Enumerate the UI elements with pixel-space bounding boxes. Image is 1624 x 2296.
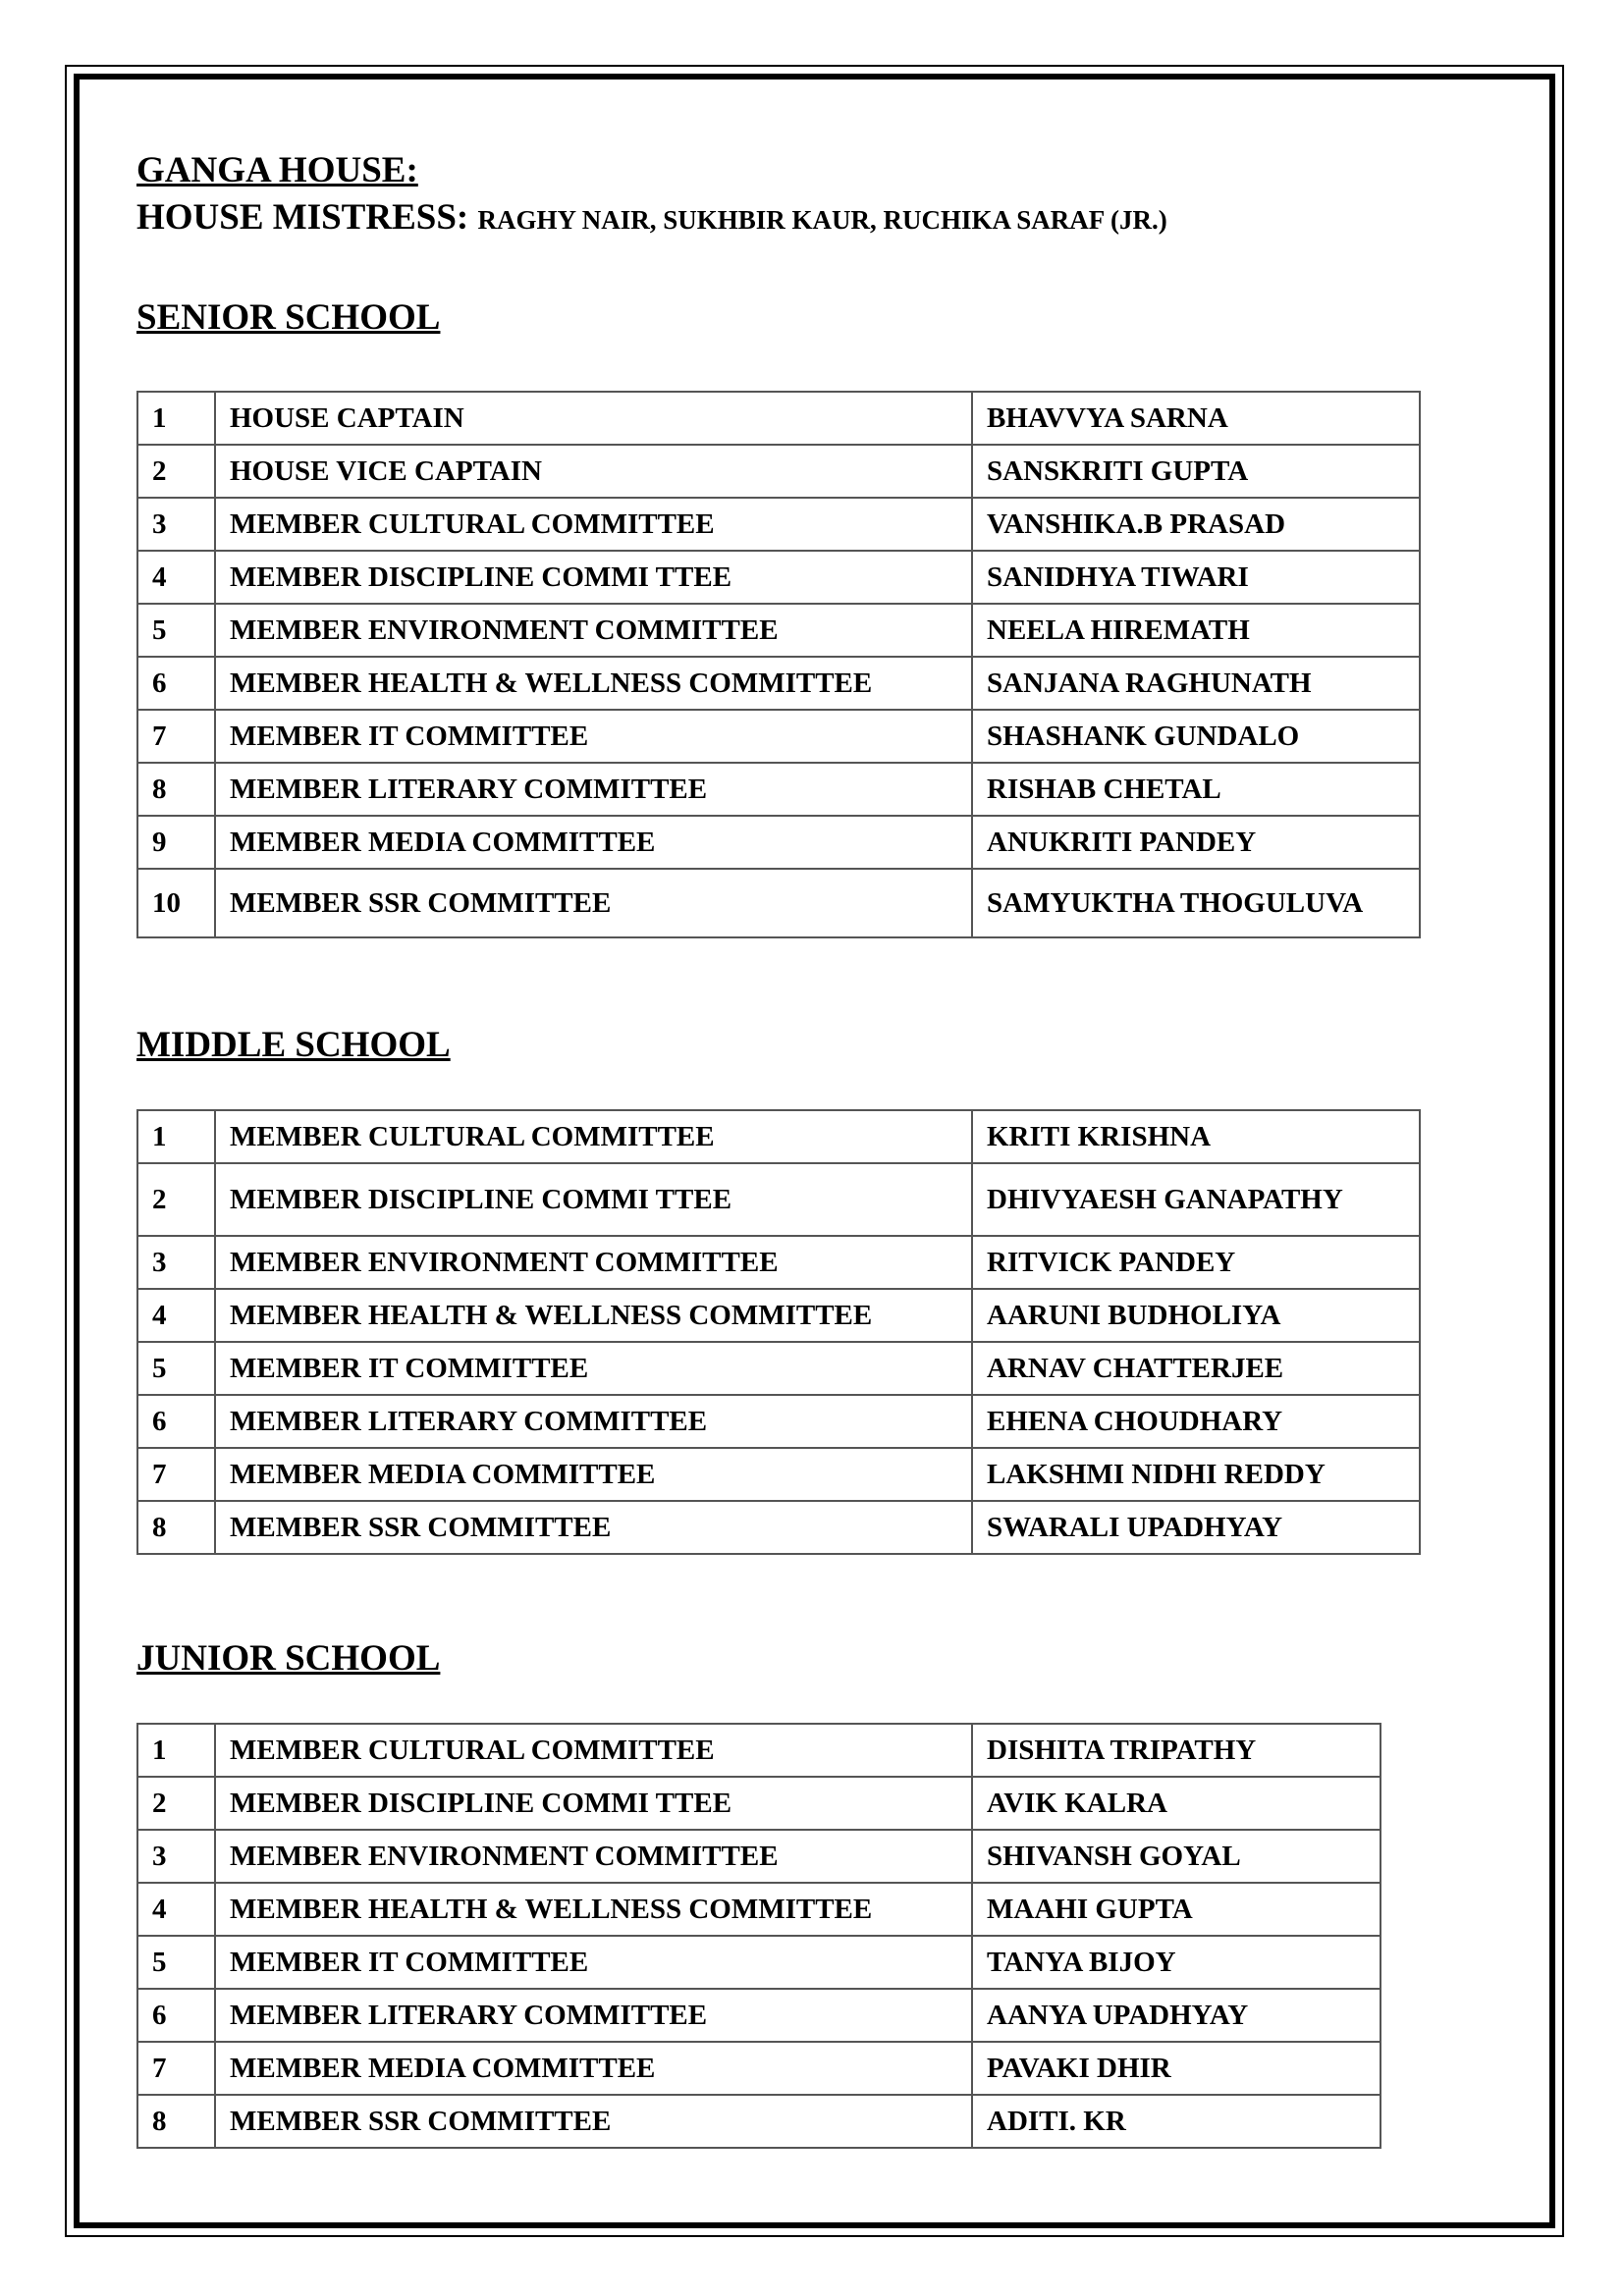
row-number: 5 <box>137 1342 215 1395</box>
row-member-name: VANSHIKA.B PRASAD <box>972 498 1420 551</box>
row-role: MEMBER LITERARY COMMITTEE <box>215 763 972 816</box>
table-row <box>137 2095 1380 2148</box>
row-member-name: MAAHI GUPTA <box>972 1883 1380 1936</box>
senior-school-table <box>136 391 1421 938</box>
junior-school-title: JUNIOR SCHOOL <box>136 1638 441 1679</box>
row-number: 6 <box>137 1989 215 2042</box>
row-role: MEMBER DISCIPLINE COMMI TTEE <box>215 1777 972 1830</box>
row-member-name: BHAVVYA SARNA <box>972 392 1420 445</box>
table-row <box>137 1163 1420 1236</box>
row-role: MEMBER SSR COMMITTEE <box>215 1501 972 1554</box>
row-number: 3 <box>137 1236 215 1289</box>
row-member-name: SANJANA RAGHUNATH <box>972 657 1420 710</box>
row-number: 8 <box>137 763 215 816</box>
table-row <box>137 1342 1420 1395</box>
house-mistress-label: HOUSE MISTRESS: <box>136 197 469 238</box>
table-row <box>137 869 1420 937</box>
table-row <box>137 1989 1380 2042</box>
row-member-name: AVIK KALRA <box>972 1777 1380 1830</box>
row-member-name: SANIDHYA TIWARI <box>972 551 1420 604</box>
middle-school-table <box>136 1109 1421 1555</box>
row-number: 8 <box>137 2095 215 2148</box>
row-role: MEMBER MEDIA COMMITTEE <box>215 1448 972 1501</box>
row-member-name: SHASHANK GUNDALO <box>972 710 1420 763</box>
row-number: 7 <box>137 710 215 763</box>
row-member-name: SHIVANSH GOYAL <box>972 1830 1380 1883</box>
row-member-name: EHENA CHOUDHARY <box>972 1395 1420 1448</box>
row-member-name: DHIVYAESH GANAPATHY <box>972 1163 1420 1236</box>
house-mistress-names: RAGHY NAIR, SUKHBIR KAUR, RUCHIKA SARAF (JR.) <box>477 205 1167 235</box>
row-number: 6 <box>137 1395 215 1448</box>
table-row <box>137 710 1420 763</box>
row-role: MEMBER CULTURAL COMMITTEE <box>215 1110 972 1163</box>
row-role: MEMBER DISCIPLINE COMMI TTEE <box>215 551 972 604</box>
house-mistress-line <box>136 194 1433 243</box>
row-member-name: TANYA BIJOY <box>972 1936 1380 1989</box>
document-body <box>136 147 1433 2137</box>
row-member-name: NEELA HIREMATH <box>972 604 1420 657</box>
row-role: MEMBER IT COMMITTEE <box>215 1342 972 1395</box>
row-role: HOUSE VICE CAPTAIN <box>215 445 972 498</box>
row-member-name: SANSKRITI GUPTA <box>972 445 1420 498</box>
row-number: 7 <box>137 2042 215 2095</box>
row-role: MEMBER SSR COMMITTEE <box>215 2095 972 2148</box>
row-member-name: RISHAB CHETAL <box>972 763 1420 816</box>
row-member-name: LAKSHMI NIDHI REDDY <box>972 1448 1420 1501</box>
table-row <box>137 1883 1380 1936</box>
row-role: MEMBER CULTURAL COMMITTEE <box>215 1724 972 1777</box>
row-number: 1 <box>137 1724 215 1777</box>
row-number: 5 <box>137 1936 215 1989</box>
row-number: 8 <box>137 1501 215 1554</box>
row-number: 2 <box>137 1777 215 1830</box>
table-row <box>137 1448 1420 1501</box>
table-row <box>137 1777 1380 1830</box>
row-role: MEMBER IT COMMITTEE <box>215 1936 972 1989</box>
row-role: MEMBER DISCIPLINE COMMI TTEE <box>215 1163 972 1236</box>
table-row <box>137 1501 1420 1554</box>
row-number: 2 <box>137 1163 215 1236</box>
row-number: 4 <box>137 1289 215 1342</box>
table-row <box>137 2042 1380 2095</box>
table-row <box>137 1936 1380 1989</box>
table-row <box>137 392 1420 445</box>
row-member-name: ARNAV CHATTERJEE <box>972 1342 1420 1395</box>
table-row <box>137 1395 1420 1448</box>
row-role: MEMBER MEDIA COMMITTEE <box>215 2042 972 2095</box>
table-row <box>137 551 1420 604</box>
row-number: 10 <box>137 869 215 937</box>
row-number: 7 <box>137 1448 215 1501</box>
row-member-name: ANUKRITI PANDEY <box>972 816 1420 869</box>
row-member-name: KRITI KRISHNA <box>972 1110 1420 1163</box>
row-role: MEMBER LITERARY COMMITTEE <box>215 1989 972 2042</box>
row-role: MEMBER ENVIRONMENT COMMITTEE <box>215 604 972 657</box>
row-role: MEMBER ENVIRONMENT COMMITTEE <box>215 1830 972 1883</box>
row-member-name: DISHITA TRIPATHY <box>972 1724 1380 1777</box>
row-role: MEMBER MEDIA COMMITTEE <box>215 816 972 869</box>
table-row <box>137 498 1420 551</box>
junior-school-table <box>136 1723 1381 2149</box>
table-row <box>137 1724 1380 1777</box>
table-row <box>137 445 1420 498</box>
row-number: 1 <box>137 392 215 445</box>
row-member-name: AANYA UPADHYAY <box>972 1989 1380 2042</box>
row-role: MEMBER IT COMMITTEE <box>215 710 972 763</box>
house-title: GANGA HOUSE: <box>136 150 418 190</box>
row-member-name: SWARALI UPADHYAY <box>972 1501 1420 1554</box>
row-member-name: ADITI. KR <box>972 2095 1380 2148</box>
table-row <box>137 763 1420 816</box>
row-role: MEMBER LITERARY COMMITTEE <box>215 1395 972 1448</box>
table-row <box>137 657 1420 710</box>
row-role: MEMBER HEALTH & WELLNESS COMMITTEE <box>215 1289 972 1342</box>
row-number: 9 <box>137 816 215 869</box>
table-row <box>137 1289 1420 1342</box>
table-row <box>137 1236 1420 1289</box>
row-role: MEMBER HEALTH & WELLNESS COMMITTEE <box>215 1883 972 1936</box>
middle-school-title: MIDDLE SCHOOL <box>136 1025 451 1065</box>
row-number: 5 <box>137 604 215 657</box>
row-role: MEMBER HEALTH & WELLNESS COMMITTEE <box>215 657 972 710</box>
row-number: 4 <box>137 1883 215 1936</box>
row-number: 3 <box>137 498 215 551</box>
row-role: HOUSE CAPTAIN <box>215 392 972 445</box>
row-member-name: PAVAKI DHIR <box>972 2042 1380 2095</box>
row-number: 3 <box>137 1830 215 1883</box>
row-number: 2 <box>137 445 215 498</box>
row-role: MEMBER SSR COMMITTEE <box>215 869 972 937</box>
row-role: MEMBER CULTURAL COMMITTEE <box>215 498 972 551</box>
row-number: 4 <box>137 551 215 604</box>
table-row <box>137 816 1420 869</box>
senior-school-title: SENIOR SCHOOL <box>136 297 441 338</box>
row-member-name: SAMYUKTHA THOGULUVA <box>972 869 1420 937</box>
table-row <box>137 1110 1420 1163</box>
row-member-name: RITVICK PANDEY <box>972 1236 1420 1289</box>
row-member-name: AARUNI BUDHOLIYA <box>972 1289 1420 1342</box>
row-number: 1 <box>137 1110 215 1163</box>
table-row <box>137 1830 1380 1883</box>
table-row <box>137 604 1420 657</box>
row-role: MEMBER ENVIRONMENT COMMITTEE <box>215 1236 972 1289</box>
row-number: 6 <box>137 657 215 710</box>
